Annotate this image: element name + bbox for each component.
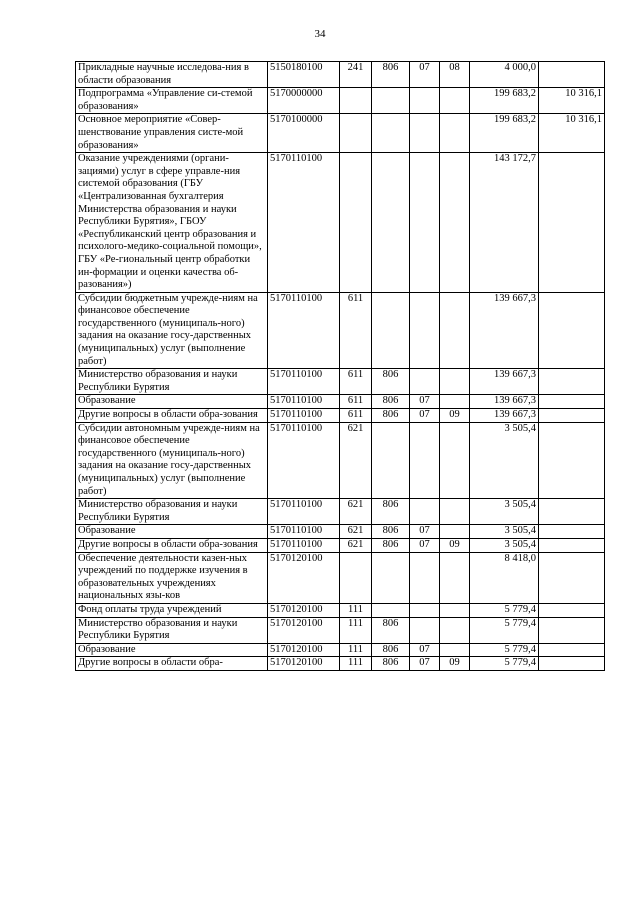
row-pr-cell	[440, 499, 470, 525]
row-name-cell: Министерство образования и науки Республики Бурятия	[76, 617, 268, 643]
row-pr-cell: 09	[440, 657, 470, 671]
row-grbs-cell: 806	[372, 62, 410, 88]
row-grbs-cell	[372, 552, 410, 603]
table-row	[76, 525, 605, 539]
table-row	[76, 153, 605, 293]
table-row	[76, 552, 605, 603]
row-grbs-cell: 806	[372, 499, 410, 525]
row-pr-cell	[440, 369, 470, 395]
row-name-cell: Обеспечение деятельности казен-ных учреждений по поддержке изучения в образовательных учреждениях национальных язы-ков	[76, 552, 268, 603]
row-pr-cell: 09	[440, 538, 470, 552]
row-pr-cell: 08	[440, 62, 470, 88]
row-grbs-cell	[372, 114, 410, 153]
row-name-cell: Другие вопросы в области обра-	[76, 657, 268, 671]
row-csr-cell: 5170120100	[268, 552, 340, 603]
row-sum-cell: 139 667,3	[470, 369, 539, 395]
row-vr-cell: 111	[340, 617, 372, 643]
row-vr-cell: 621	[340, 538, 372, 552]
row-sum2-cell	[539, 538, 605, 552]
row-grbs-cell	[372, 153, 410, 293]
table-row	[76, 62, 605, 88]
row-sum-cell: 3 505,4	[470, 422, 539, 499]
row-grbs-cell: 806	[372, 617, 410, 643]
row-rz-cell	[410, 552, 440, 603]
table-row	[76, 499, 605, 525]
table-row	[76, 369, 605, 395]
row-csr-cell: 5170120100	[268, 643, 340, 657]
row-sum-cell: 3 505,4	[470, 538, 539, 552]
row-sum-cell: 5 779,4	[470, 617, 539, 643]
table-row	[76, 657, 605, 671]
row-sum2-cell	[539, 369, 605, 395]
table-row	[76, 538, 605, 552]
row-pr-cell	[440, 88, 470, 114]
row-csr-cell: 5170120100	[268, 617, 340, 643]
row-sum2-cell	[539, 422, 605, 499]
row-csr-cell: 5150180100	[268, 62, 340, 88]
row-csr-cell: 5170110100	[268, 395, 340, 409]
row-sum-cell: 5 779,4	[470, 657, 539, 671]
row-rz-cell: 07	[410, 538, 440, 552]
row-vr-cell: 621	[340, 499, 372, 525]
row-vr-cell	[340, 88, 372, 114]
row-sum2-cell	[539, 525, 605, 539]
row-csr-cell: 5170110100	[268, 538, 340, 552]
row-grbs-cell: 806	[372, 395, 410, 409]
row-pr-cell: 09	[440, 409, 470, 423]
row-sum-cell: 8 418,0	[470, 552, 539, 603]
row-vr-cell: 621	[340, 525, 372, 539]
row-pr-cell	[440, 114, 470, 153]
row-csr-cell: 5170100000	[268, 114, 340, 153]
row-pr-cell	[440, 617, 470, 643]
row-pr-cell	[440, 292, 470, 369]
row-sum2-cell	[539, 62, 605, 88]
row-name-cell: Основное мероприятие «Совер-шенствование управления систе-мой образования»	[76, 114, 268, 153]
row-vr-cell: 111	[340, 643, 372, 657]
row-vr-cell: 621	[340, 422, 372, 499]
table-row	[76, 603, 605, 617]
row-sum-cell: 4 000,0	[470, 62, 539, 88]
row-grbs-cell: 806	[372, 409, 410, 423]
row-vr-cell: 241	[340, 62, 372, 88]
row-grbs-cell: 806	[372, 538, 410, 552]
row-name-cell: Министерство образования и науки Республики Бурятия	[76, 369, 268, 395]
row-name-cell: Образование	[76, 525, 268, 539]
row-grbs-cell	[372, 292, 410, 369]
row-sum-cell: 199 683,2	[470, 114, 539, 153]
row-vr-cell: 111	[340, 603, 372, 617]
row-sum-cell: 139 667,3	[470, 395, 539, 409]
row-name-cell: Фонд оплаты труда учреждений	[76, 603, 268, 617]
row-csr-cell: 5170110100	[268, 422, 340, 499]
row-vr-cell	[340, 153, 372, 293]
row-grbs-cell	[372, 603, 410, 617]
row-name-cell: Подпрограмма «Управление си-стемой образования»	[76, 88, 268, 114]
row-grbs-cell: 806	[372, 657, 410, 671]
row-name-cell: Другие вопросы в области обра-зования	[76, 538, 268, 552]
row-csr-cell: 5170110100	[268, 292, 340, 369]
table-row	[76, 88, 605, 114]
table-row	[76, 292, 605, 369]
row-rz-cell	[410, 369, 440, 395]
row-sum-cell: 143 172,7	[470, 153, 539, 293]
row-sum-cell: 5 779,4	[470, 603, 539, 617]
row-pr-cell	[440, 643, 470, 657]
row-sum-cell: 3 505,4	[470, 525, 539, 539]
table-row	[76, 114, 605, 153]
budget-table	[75, 61, 605, 671]
table-row	[76, 409, 605, 423]
row-vr-cell: 611	[340, 395, 372, 409]
row-rz-cell: 07	[410, 409, 440, 423]
row-grbs-cell: 806	[372, 525, 410, 539]
row-vr-cell: 611	[340, 292, 372, 369]
row-sum2-cell	[539, 603, 605, 617]
row-sum2-cell	[539, 292, 605, 369]
row-csr-cell: 5170110100	[268, 409, 340, 423]
row-grbs-cell: 806	[372, 643, 410, 657]
row-rz-cell: 07	[410, 525, 440, 539]
row-pr-cell	[440, 153, 470, 293]
row-name-cell: Образование	[76, 643, 268, 657]
row-vr-cell: 611	[340, 409, 372, 423]
row-grbs-cell	[372, 422, 410, 499]
row-rz-cell	[410, 88, 440, 114]
row-name-cell: Прикладные научные исследова-ния в области образования	[76, 62, 268, 88]
row-sum2-cell: 10 316,1	[539, 114, 605, 153]
row-vr-cell	[340, 114, 372, 153]
row-name-cell: Министерство образования и науки Республики Бурятия	[76, 499, 268, 525]
row-pr-cell	[440, 525, 470, 539]
table-row	[76, 617, 605, 643]
row-pr-cell	[440, 395, 470, 409]
table-row	[76, 395, 605, 409]
row-csr-cell: 5170110100	[268, 499, 340, 525]
row-name-cell: Субсидии бюджетным учрежде-ниям на финансовое обеспечение государственного (муниципаль-ного) задания на оказание госу-дарственных (муниципальных) услуг (выполнение работ)	[76, 292, 268, 369]
row-rz-cell	[410, 292, 440, 369]
row-rz-cell	[410, 114, 440, 153]
table-row	[76, 643, 605, 657]
row-sum2-cell	[539, 153, 605, 293]
row-sum2-cell	[539, 395, 605, 409]
row-vr-cell: 611	[340, 369, 372, 395]
row-rz-cell	[410, 603, 440, 617]
row-name-cell: Субсидии автономным учрежде-ниям на финансовое обеспечение государственного (муниципаль-ного) задания на оказание госу-дарственных (муниципальных) услуг (выполнение работ)	[76, 422, 268, 499]
row-rz-cell	[410, 499, 440, 525]
row-grbs-cell: 806	[372, 369, 410, 395]
row-sum2-cell	[539, 643, 605, 657]
row-sum-cell: 5 779,4	[470, 643, 539, 657]
row-rz-cell: 07	[410, 657, 440, 671]
row-sum-cell: 139 667,3	[470, 409, 539, 423]
page-number: 34	[314, 28, 326, 40]
row-pr-cell	[440, 603, 470, 617]
row-vr-cell	[340, 552, 372, 603]
row-pr-cell	[440, 552, 470, 603]
row-rz-cell	[410, 422, 440, 499]
row-csr-cell: 5170000000	[268, 88, 340, 114]
row-sum-cell: 199 683,2	[470, 88, 539, 114]
row-csr-cell: 5170110100	[268, 369, 340, 395]
row-rz-cell: 07	[410, 643, 440, 657]
row-rz-cell: 07	[410, 395, 440, 409]
row-csr-cell: 5170110100	[268, 153, 340, 293]
row-sum2-cell	[539, 617, 605, 643]
row-sum2-cell: 10 316,1	[539, 88, 605, 114]
row-name-cell: Другие вопросы в области обра-зования	[76, 409, 268, 423]
row-name-cell: Оказание учреждениями (органи-зациями) услуг в сфере управле-ния системой образования (ГБУ «Централизованная бухгалтерия Министерства образования и науки Республики Бурятия», ГБОУ «Республиканский центр образования и психолого-медико-социальной помощи», ГБУ «Ре-гиональный центр обработки ин-формации и оценки качества об-разования»)	[76, 153, 268, 293]
row-grbs-cell	[372, 88, 410, 114]
row-sum2-cell	[539, 552, 605, 603]
row-sum2-cell	[539, 499, 605, 525]
row-rz-cell	[410, 153, 440, 293]
row-vr-cell: 111	[340, 657, 372, 671]
row-name-cell: Образование	[76, 395, 268, 409]
row-csr-cell: 5170120100	[268, 603, 340, 617]
row-csr-cell: 5170110100	[268, 525, 340, 539]
row-rz-cell: 07	[410, 62, 440, 88]
row-sum-cell: 3 505,4	[470, 499, 539, 525]
row-sum-cell: 139 667,3	[470, 292, 539, 369]
row-rz-cell	[410, 617, 440, 643]
row-sum2-cell	[539, 409, 605, 423]
row-csr-cell: 5170120100	[268, 657, 340, 671]
row-sum2-cell	[539, 657, 605, 671]
row-pr-cell	[440, 422, 470, 499]
table-row	[76, 422, 605, 499]
